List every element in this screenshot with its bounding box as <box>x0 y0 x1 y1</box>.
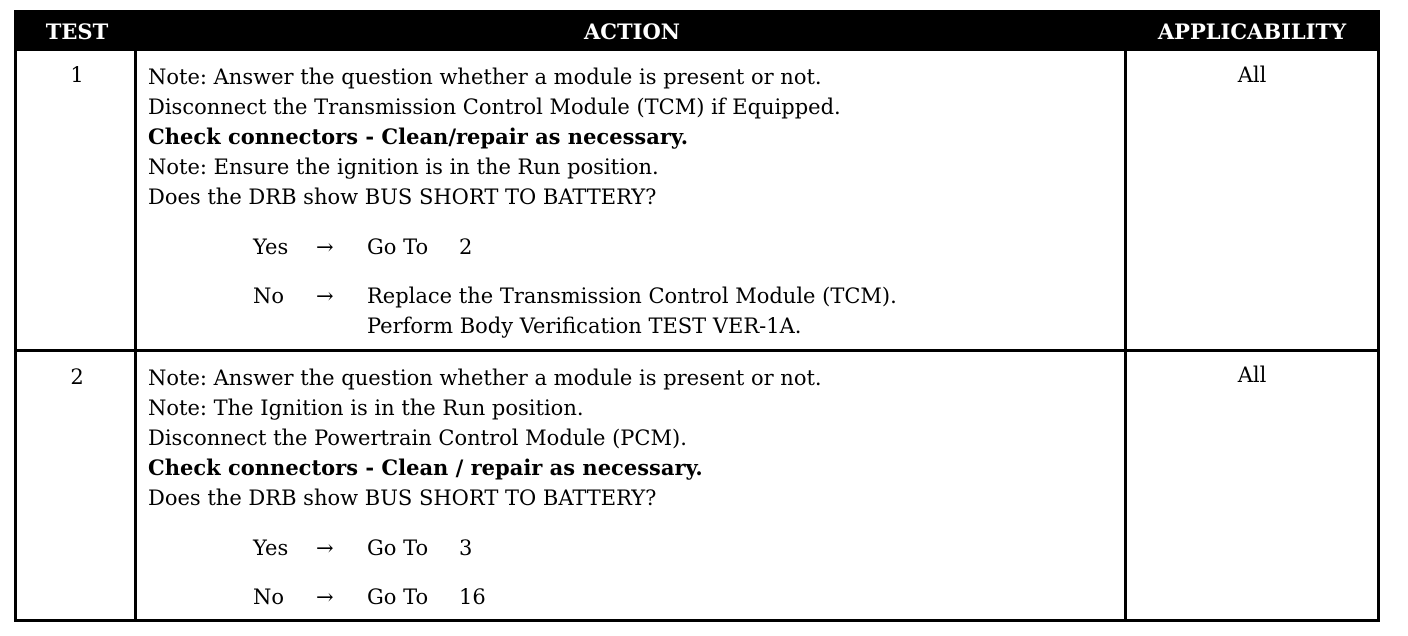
no-label: No <box>253 585 285 609</box>
table-header <box>17 13 1377 51</box>
arrow-icon: → <box>316 585 334 609</box>
no-branch <box>148 582 1108 612</box>
goto-label: Go To <box>367 235 429 259</box>
goto-target: 3 <box>459 536 473 560</box>
table-row <box>17 51 1377 349</box>
action-line: Note: Answer the question whether a module is present or not. <box>148 65 822 89</box>
goto-label: Go To <box>367 585 429 609</box>
diagnostic-table <box>14 10 1380 622</box>
no-action-text: Perform Body Verification TEST VER-1A. <box>367 314 802 338</box>
yes-label: Yes <box>253 536 289 560</box>
test-number: 1 <box>70 63 84 87</box>
no-branch <box>148 281 1108 311</box>
no-label: No <box>253 284 285 308</box>
no-action-text: Replace the Transmission Control Module (TCM). <box>367 284 897 308</box>
yes-branch <box>148 232 1108 262</box>
no-branch-continued <box>148 311 1108 341</box>
arrow-icon: → <box>316 536 334 560</box>
action-line: Note: Ensure the ignition is in the Run position. <box>148 155 659 179</box>
header-action: ACTION <box>584 19 680 44</box>
goto-label: Go To <box>367 536 429 560</box>
action-line: Disconnect the Powertrain Control Module (PCM). <box>148 426 687 450</box>
yes-label: Yes <box>253 235 289 259</box>
table-row <box>17 352 1377 622</box>
action-line: Note: Answer the question whether a module is present or not. <box>148 366 822 390</box>
goto-target: 2 <box>459 235 473 259</box>
header-applicability: APPLICABILITY <box>1157 19 1347 44</box>
action-line-bold: Check connectors - Clean/repair as necessary. <box>148 124 689 149</box>
arrow-icon: → <box>316 284 334 308</box>
test-number: 2 <box>70 365 84 389</box>
action-text <box>148 363 1108 612</box>
goto-target: 16 <box>459 585 486 609</box>
action-line: Disconnect the Transmission Control Module (TCM) if Equipped. <box>148 95 841 119</box>
action-text <box>148 62 1108 341</box>
arrow-icon: → <box>316 235 334 259</box>
yes-branch <box>148 533 1108 563</box>
action-line: Note: The Ignition is in the Run position. <box>148 396 584 420</box>
applicability-value: All <box>1237 63 1267 87</box>
action-line: Does the DRB show BUS SHORT TO BATTERY? <box>148 486 657 510</box>
applicability-value: All <box>1237 363 1267 387</box>
header-test: TEST <box>45 19 109 44</box>
action-line: Does the DRB show BUS SHORT TO BATTERY? <box>148 185 657 209</box>
action-line-bold: Check connectors - Clean / repair as necessary. <box>148 455 703 480</box>
